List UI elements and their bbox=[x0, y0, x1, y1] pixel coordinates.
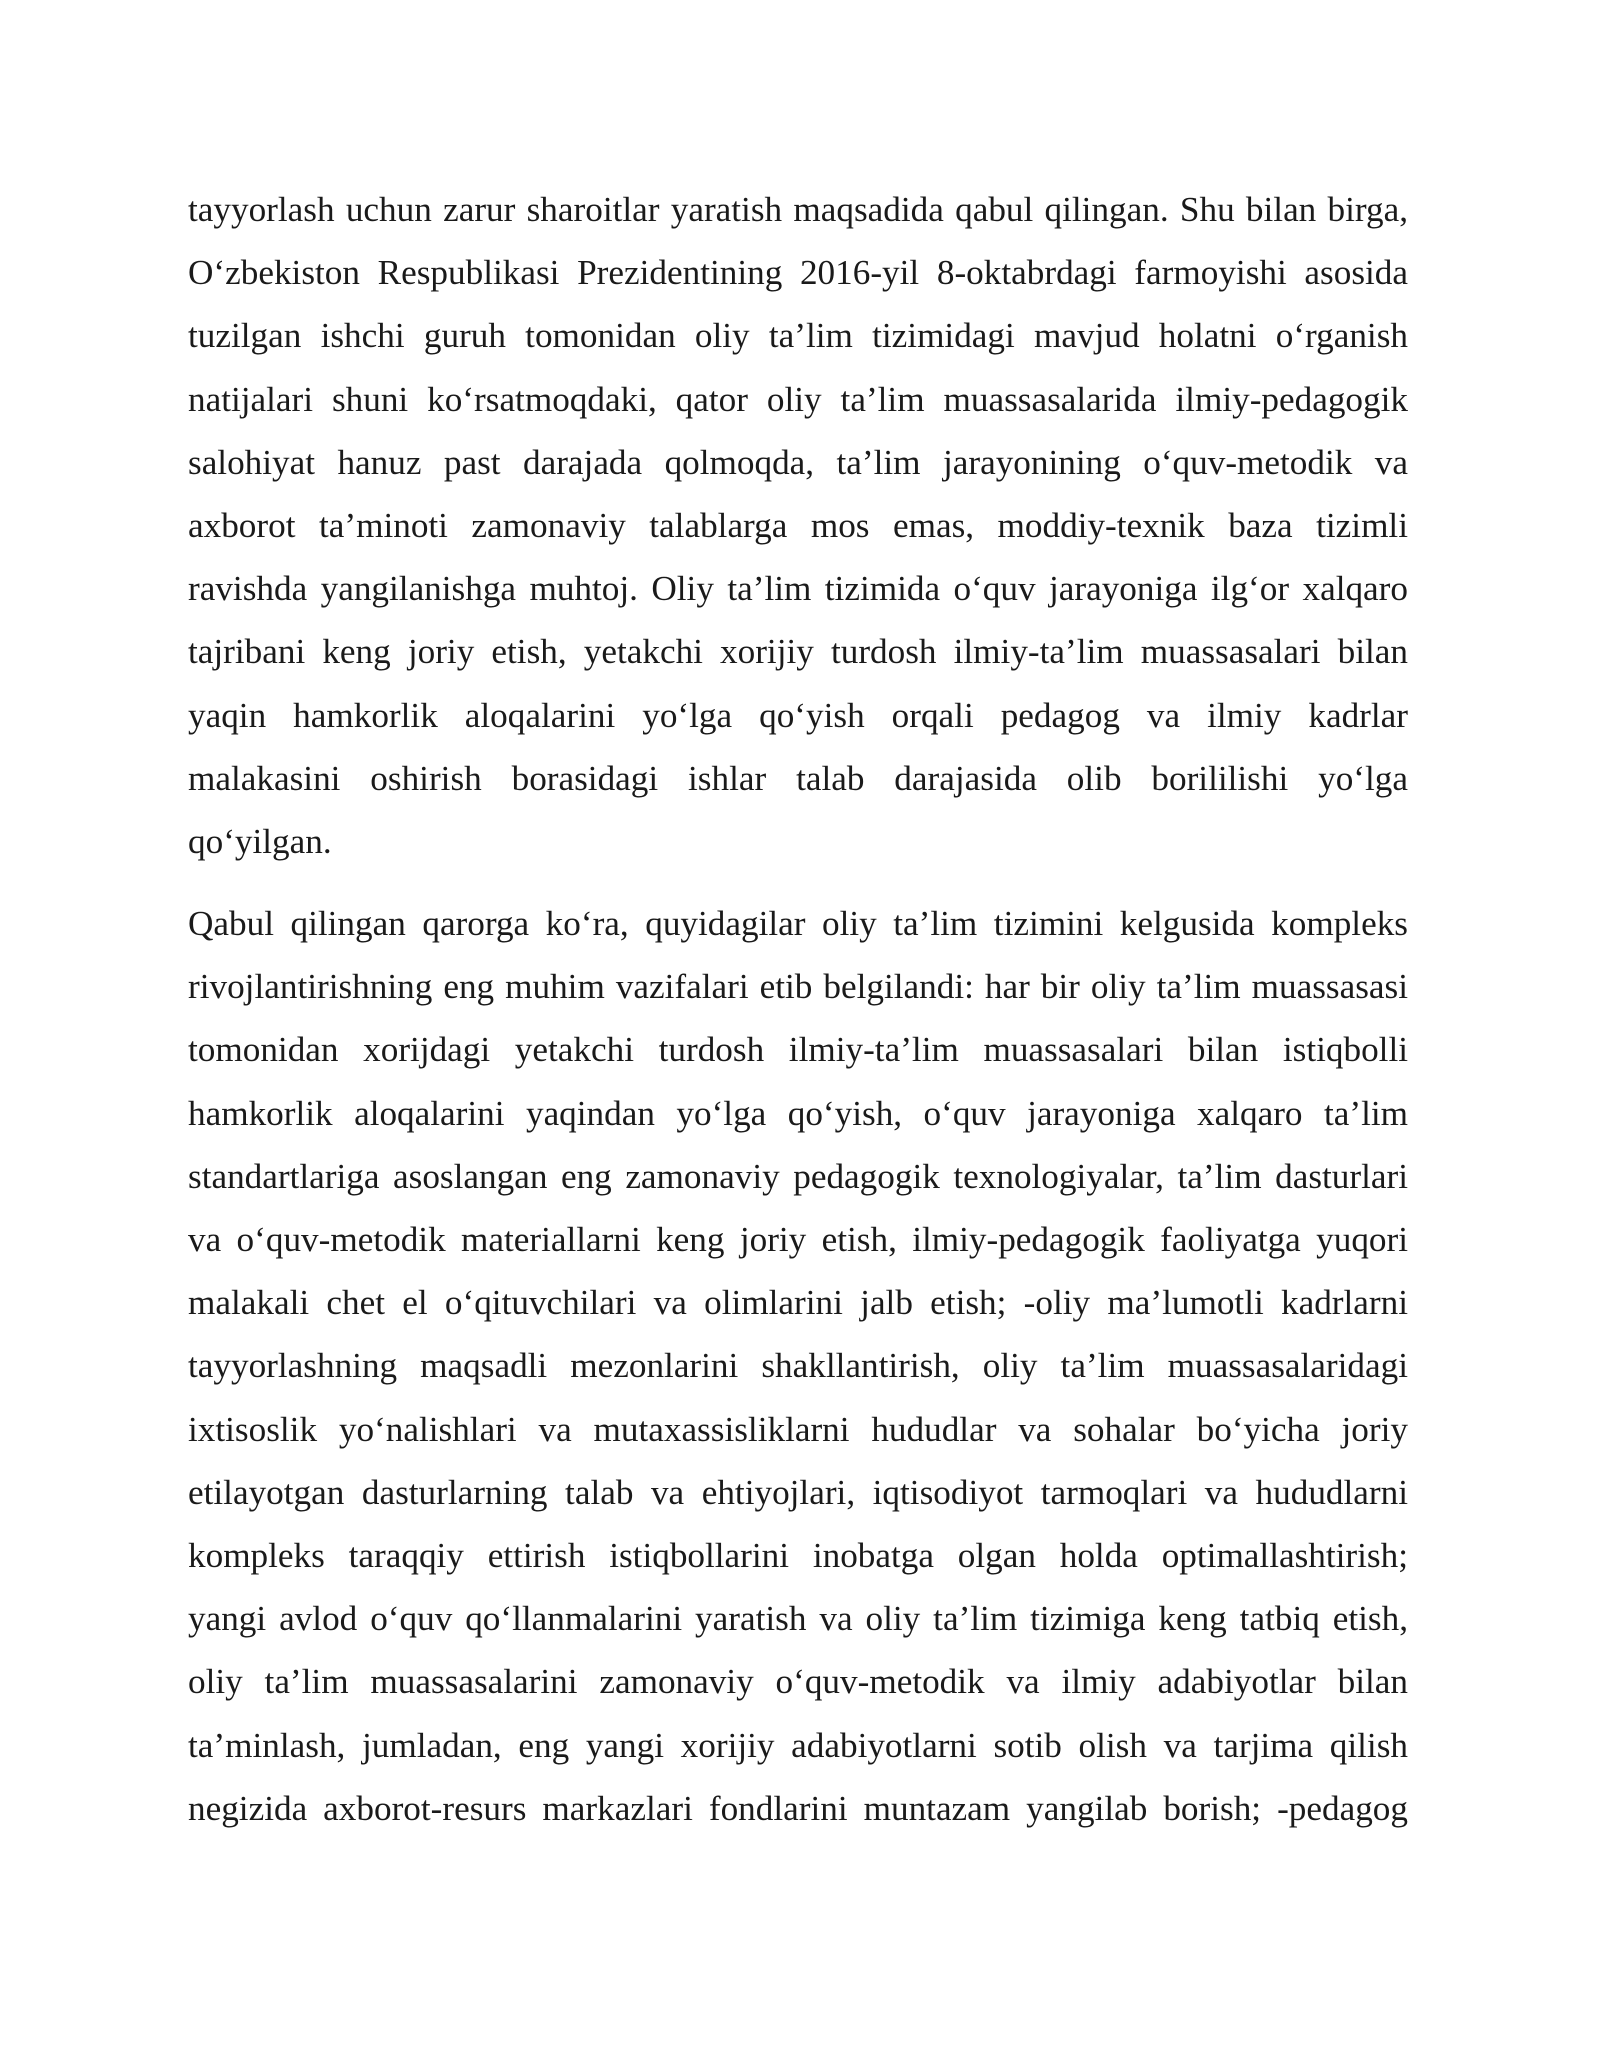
document-body bbox=[188, 178, 1408, 1840]
text-line: tayyorlash uchun zarur sharoitlar yaratish maqsadida qabul qilingan. Shu bilan birga, bbox=[188, 190, 1408, 229]
text-line: standartlariga asoslangan eng zamonaviy pedagogik texnologiyalar, ta’lim dasturlari bbox=[188, 1156, 1408, 1196]
text-line: rivojlantirishning eng muhim vazifalari etib belgilandi: har bir oliy ta’lim muassasasi bbox=[188, 967, 1408, 1007]
paragraph-2 bbox=[188, 892, 1408, 1840]
text-line: va o‘quv-metodik materiallarni keng joriy etish, ilmiy-pedagogik faoliyatga yuqori bbox=[188, 1220, 1408, 1259]
text-line: ravishda yangilanishga muhtoj. Oliy ta’lim tizimida o‘quv jarayoniga ilg‘or xalqaro bbox=[188, 569, 1408, 609]
text-line: etilayotgan dasturlarning talab va ehtiyojlari, iqtisodiyot tarmoqlari va hududlarni bbox=[188, 1472, 1408, 1512]
paragraph-1 bbox=[188, 178, 1408, 873]
text-line: oliy ta’lim muassasalarini zamonaviy o‘quv-metodik va ilmiy adabiyotlar bilan bbox=[188, 1662, 1408, 1702]
text-line: natijalari shuni ko‘rsatmoqdaki, qator oliy ta’lim muassasalarida ilmiy-pedagogik bbox=[188, 379, 1408, 419]
text-line: yaqin hamkorlik aloqalarini yo‘lga qo‘yish orqali pedagog va ilmiy kadrlar bbox=[188, 695, 1408, 735]
text-line: malakasini oshirish borasidagi ishlar talab darajasida olib borililishi yo‘lga bbox=[188, 758, 1408, 798]
text-line: tomonidan xorijdagi yetakchi turdosh ilmiy-ta’lim muassasalari bilan istiqbolli bbox=[188, 1030, 1408, 1070]
text-line: yangi avlod o‘quv qo‘llanmalarini yaratish va oliy ta’lim tizimiga keng tatbiq etish, bbox=[188, 1599, 1408, 1639]
text-line: O‘zbekiston Respublikasi Prezidentining 2016-yil 8-oktabrdagi farmoyishi asosida bbox=[188, 253, 1408, 293]
text-line: kompleks taraqqiy ettirish istiqbollarini inobatga olgan holda optimallashtirish; bbox=[188, 1535, 1408, 1575]
text-line: ta’minlash, jumladan, eng yangi xorijiy adabiyotlarni sotib olish va tarjima qilish bbox=[188, 1725, 1408, 1765]
text-line: tuzilgan ishchi guruh tomonidan oliy ta’lim tizimidagi mavjud holatni o‘rganish bbox=[188, 316, 1408, 356]
text-line: salohiyat hanuz past darajada qolmoqda, ta’lim jarayonining o‘quv-metodik va bbox=[188, 442, 1408, 482]
text-line: hamkorlik aloqalarini yaqindan yo‘lga qo‘yish, o‘quv jarayoniga xalqaro ta’lim bbox=[188, 1093, 1408, 1133]
text-line: tayyorlashning maqsadli mezonlarini shakllantirish, oliy ta’lim muassasalaridagi bbox=[188, 1346, 1408, 1386]
text-line: qo‘yilgan. bbox=[188, 821, 332, 861]
text-line: Qabul qilingan qarorga ko‘ra, quyidagilar oliy ta’lim tizimini kelgusida kompleks bbox=[188, 904, 1408, 944]
text-line: negizida axborot-resurs markazlari fondlarini muntazam yangilab borish; -pedagog bbox=[188, 1788, 1408, 1828]
paragraph-spacer bbox=[188, 873, 1408, 892]
text-line: axborot ta’minoti zamonaviy talablarga mos emas, moddiy-texnik baza tizimli bbox=[188, 505, 1408, 545]
text-line: tajribani keng joriy etish, yetakchi xorijiy turdosh ilmiy-ta’lim muassasalari bilan bbox=[188, 632, 1408, 672]
text-line: ixtisoslik yo‘nalishlari va mutaxassisliklarni hududlar va sohalar bo‘yicha joriy bbox=[188, 1409, 1408, 1449]
text-line: malakali chet el o‘qituvchilari va olimlarini jalb etish; -oliy ma’lumotli kadrlarni bbox=[188, 1283, 1408, 1323]
